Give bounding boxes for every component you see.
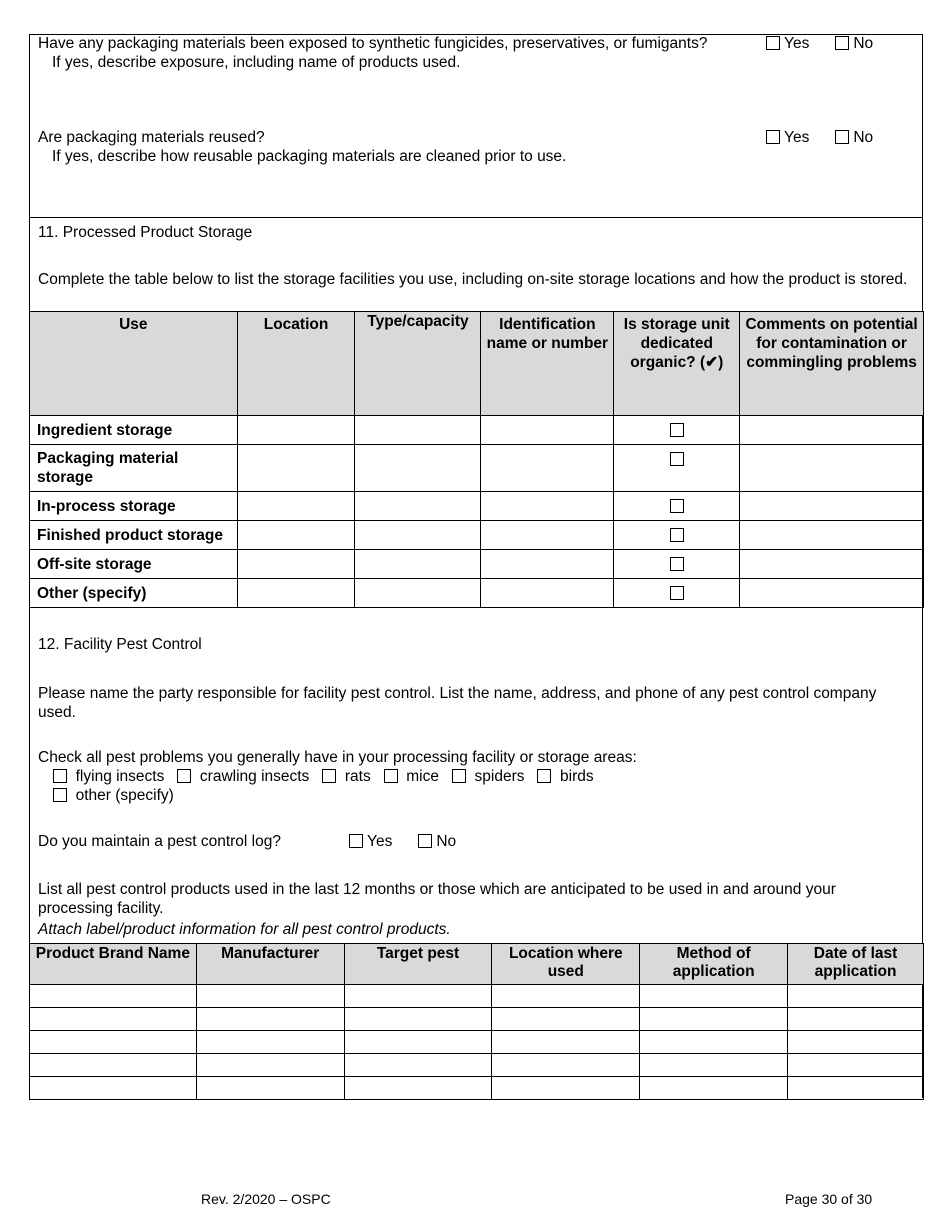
- log-no-label: No: [436, 833, 457, 850]
- table-cell[interactable]: [492, 985, 640, 1008]
- row-label-in-process-storage: In-process storage: [30, 492, 238, 521]
- pest-products-table: [29, 943, 924, 1100]
- dedicated-cell: [614, 416, 740, 445]
- q2-no-option[interactable]: [835, 129, 873, 147]
- table-cell[interactable]: [788, 1054, 924, 1077]
- table-cell[interactable]: [196, 1008, 344, 1031]
- table-row: [30, 550, 924, 579]
- log-yes-checkbox[interactable]: [349, 834, 363, 848]
- table-cell[interactable]: [640, 1054, 788, 1077]
- table-cell[interactable]: [640, 1077, 788, 1100]
- pest-col-brand: Product Brand Name: [30, 944, 197, 985]
- spiders-checkbox[interactable]: [452, 769, 466, 783]
- table-cell[interactable]: [344, 1077, 492, 1100]
- storage-instructions: Complete the table below to list the storage facilities you use, including on-site storage locations and how the product is stored.: [38, 271, 908, 288]
- table-row: [30, 492, 924, 521]
- dedicated-cell: [614, 550, 740, 579]
- type-cell[interactable]: [355, 579, 481, 608]
- problem-spiders[interactable]: [452, 768, 525, 785]
- table-cell[interactable]: [492, 1054, 640, 1077]
- type-cell[interactable]: [355, 492, 481, 521]
- storage-col-type: Type/capacity: [355, 312, 481, 416]
- table-cell[interactable]: [788, 1008, 924, 1031]
- table-row: [30, 416, 924, 445]
- location-cell[interactable]: [237, 579, 355, 608]
- storage-header-row: [30, 312, 924, 416]
- dedicated-checkbox[interactable]: [670, 528, 684, 542]
- footer-revision: Rev. 2/2020 – OSPC: [201, 1191, 331, 1207]
- pest-heading: 12. Facility Pest Control: [38, 636, 202, 653]
- comments-cell[interactable]: [740, 492, 924, 521]
- identification-cell[interactable]: [481, 579, 614, 608]
- type-cell[interactable]: [355, 416, 481, 445]
- flying-insects-label: flying insects: [75, 768, 165, 785]
- problem-crawling-insects[interactable]: [177, 768, 309, 785]
- table-row: [30, 1077, 924, 1100]
- table-row: [30, 445, 924, 492]
- storage-col-use: Use: [30, 312, 238, 416]
- table-cell[interactable]: [788, 1031, 924, 1054]
- location-cell[interactable]: [237, 445, 355, 492]
- row-label-other-specify: Other (specify): [30, 579, 238, 608]
- table-cell[interactable]: [30, 1054, 197, 1077]
- identification-cell[interactable]: [481, 416, 614, 445]
- q2-yes-checkbox[interactable]: [766, 130, 780, 144]
- problem-flying-insects[interactable]: [53, 768, 164, 785]
- comments-cell[interactable]: [740, 550, 924, 579]
- pest-col-date: Date of last application: [788, 944, 924, 985]
- problem-rats[interactable]: [322, 768, 370, 785]
- dedicated-checkbox[interactable]: [670, 452, 684, 466]
- table-cell[interactable]: [788, 1077, 924, 1100]
- pest-col-method: Method of application: [640, 944, 788, 985]
- q2-yes-label: Yes: [784, 129, 810, 146]
- birds-checkbox[interactable]: [537, 769, 551, 783]
- identification-cell[interactable]: [481, 492, 614, 521]
- problem-birds[interactable]: [537, 768, 593, 785]
- spiders-label: spiders: [474, 768, 525, 785]
- q1-yes-option[interactable]: [766, 35, 809, 53]
- table-cell[interactable]: [30, 1031, 197, 1054]
- birds-label: birds: [560, 768, 594, 785]
- q1-no-checkbox[interactable]: [835, 36, 849, 50]
- packaging-question-1-sub: If yes, describe exposure, including name of products used.: [52, 54, 461, 71]
- location-cell[interactable]: [237, 492, 355, 521]
- packaging-question-2: Are packaging materials reused?: [38, 129, 265, 146]
- table-cell[interactable]: [30, 1008, 197, 1031]
- table-cell[interactable]: [344, 1031, 492, 1054]
- log-no-option[interactable]: [418, 833, 456, 851]
- packaging-question-1: Have any packaging materials been exposed to synthetic fungicides, preservatives, or fumigants?: [38, 35, 708, 52]
- table-row: [30, 985, 924, 1008]
- pest-problems-list: [53, 768, 594, 786]
- log-yes-option[interactable]: [349, 833, 392, 851]
- identification-cell[interactable]: [481, 445, 614, 492]
- table-cell[interactable]: [30, 1077, 197, 1100]
- row-label-ingredient-storage: Ingredient storage: [30, 416, 238, 445]
- pest-attach-note: Attach label/product information for all pest control products.: [38, 921, 451, 938]
- pest-col-target: Target pest: [344, 944, 492, 985]
- rats-label: rats: [344, 768, 371, 785]
- storage-col-comments: Comments on potential for contamination or commingling problems: [740, 312, 924, 416]
- table-cell[interactable]: [788, 985, 924, 1008]
- comments-cell[interactable]: [740, 416, 924, 445]
- storage-table: [29, 311, 924, 608]
- comments-cell[interactable]: [740, 579, 924, 608]
- q1-no-option[interactable]: [835, 35, 873, 53]
- table-row: [30, 579, 924, 608]
- dedicated-cell: [614, 521, 740, 550]
- table-cell[interactable]: [196, 985, 344, 1008]
- dedicated-checkbox[interactable]: [670, 557, 684, 571]
- type-cell[interactable]: [355, 521, 481, 550]
- table-row: [30, 1008, 924, 1031]
- dedicated-checkbox[interactable]: [670, 499, 684, 513]
- table-cell[interactable]: [196, 1054, 344, 1077]
- row-label-finished-product-storage: Finished product storage: [30, 521, 238, 550]
- pest-products-prompt: List all pest control products used in the last 12 months or those which are anticipated to be used in and around your processing facility.: [38, 881, 836, 917]
- crawling-insects-checkbox[interactable]: [177, 769, 191, 783]
- pest-log-question: Do you maintain a pest control log?: [38, 833, 281, 850]
- storage-heading: 11. Processed Product Storage: [38, 224, 253, 241]
- pest-header-row: [30, 944, 924, 985]
- table-cell[interactable]: [344, 985, 492, 1008]
- table-cell[interactable]: [492, 1077, 640, 1100]
- table-cell[interactable]: [492, 1031, 640, 1054]
- table-cell[interactable]: [196, 1077, 344, 1100]
- log-yes-label: Yes: [367, 833, 393, 850]
- storage-col-identification: Identification name or number: [481, 312, 614, 416]
- other-specify-label: other (specify): [75, 787, 174, 804]
- mice-label: mice: [406, 768, 439, 785]
- table-cell[interactable]: [196, 1031, 344, 1054]
- storage-col-dedicated: Is storage unit dedicated organic? (✔): [614, 312, 740, 416]
- row-label-packaging-material-storage: Packaging material storage: [30, 445, 238, 492]
- dedicated-cell: [614, 445, 740, 492]
- mice-checkbox[interactable]: [384, 769, 398, 783]
- footer-page-number: Page 30 of 30: [785, 1191, 873, 1207]
- location-cell[interactable]: [237, 416, 355, 445]
- table-row: [30, 1031, 924, 1054]
- crawling-insects-label: crawling insects: [199, 768, 310, 785]
- dedicated-cell: [614, 492, 740, 521]
- q2-no-label: No: [853, 129, 874, 146]
- q2-no-checkbox[interactable]: [835, 130, 849, 144]
- location-cell[interactable]: [237, 550, 355, 579]
- log-no-checkbox[interactable]: [418, 834, 432, 848]
- flying-insects-checkbox[interactable]: [53, 769, 67, 783]
- pest-instructions: Please name the party responsible for facility pest control. List the name, address, and phone of any pest control company used.: [38, 685, 877, 721]
- table-cell[interactable]: [640, 1031, 788, 1054]
- pest-check-prompt: Check all pest problems you generally have in your processing facility or storage areas:: [38, 749, 637, 766]
- pest-col-location: Location where used: [492, 944, 640, 985]
- pest-col-manufacturer: Manufacturer: [196, 944, 344, 985]
- identification-cell[interactable]: [481, 550, 614, 579]
- dedicated-checkbox[interactable]: [670, 586, 684, 600]
- table-row: [30, 1054, 924, 1077]
- problem-mice[interactable]: [384, 768, 439, 785]
- q1-yes-label: Yes: [784, 35, 810, 52]
- table-cell[interactable]: [344, 1054, 492, 1077]
- table-row: [30, 521, 924, 550]
- table-cell[interactable]: [30, 985, 197, 1008]
- table-cell[interactable]: [640, 1008, 788, 1031]
- table-cell[interactable]: [344, 1008, 492, 1031]
- rats-checkbox[interactable]: [322, 769, 336, 783]
- storage-col-location: Location: [237, 312, 355, 416]
- q1-yes-checkbox[interactable]: [766, 36, 780, 50]
- packaging-question-2-sub: If yes, describe how reusable packaging materials are cleaned prior to use.: [52, 148, 567, 165]
- table-cell[interactable]: [640, 985, 788, 1008]
- table-cell[interactable]: [492, 1008, 640, 1031]
- comments-cell[interactable]: [740, 521, 924, 550]
- type-cell[interactable]: [355, 550, 481, 579]
- q1-no-label: No: [853, 35, 874, 52]
- location-cell[interactable]: [237, 521, 355, 550]
- row-label-off-site-storage: Off-site storage: [30, 550, 238, 579]
- other-specify-checkbox[interactable]: [53, 788, 67, 802]
- dedicated-cell: [614, 579, 740, 608]
- q2-yes-option[interactable]: [766, 129, 809, 147]
- identification-cell[interactable]: [481, 521, 614, 550]
- comments-cell[interactable]: [740, 445, 924, 492]
- type-cell[interactable]: [355, 445, 481, 492]
- problem-other[interactable]: [53, 787, 174, 805]
- dedicated-checkbox[interactable]: [670, 423, 684, 437]
